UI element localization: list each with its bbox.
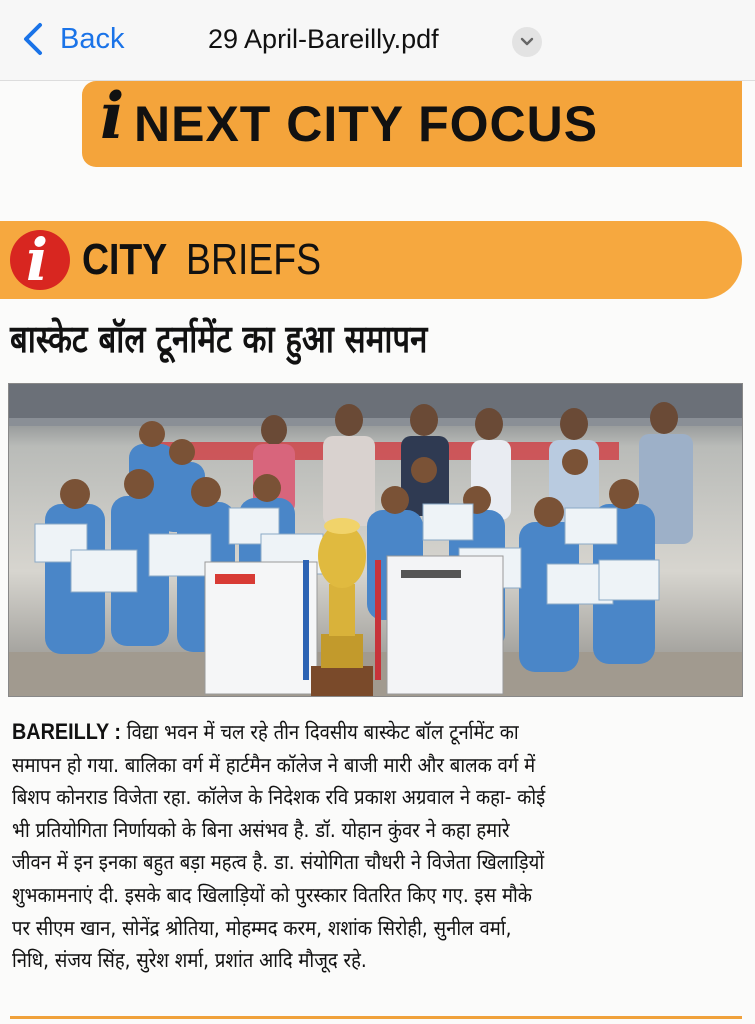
- masthead-title: NEXT CITY FOCUS: [134, 96, 599, 152]
- article-line: भी प्रतियोगिता निर्णायको के बिना असंभव है. डॉ. योहान कुंवर ने कहा हमारे: [12, 817, 510, 842]
- article-line: निधि, संजय सिंह, सुरेश शर्मा, प्रशांत आदि मौजूद रहे.: [12, 948, 367, 973]
- article-line: पर सीएम खान, सोनेंद्र श्रोतिया, मोहम्मद करम, शशांक सिरोही, सुनील वर्मा,: [12, 915, 512, 940]
- article-body: [12, 716, 750, 977]
- masthead-i-logo: i: [100, 79, 125, 154]
- team-trophy-photo: [9, 384, 742, 696]
- section-band: [0, 221, 742, 299]
- navigation-bar: [0, 0, 755, 81]
- article-line: समापन हो गया. बालिका वर्ग में हार्टमैन कॉलेज ने बाजी मारी और बालक वर्ग में: [12, 752, 536, 777]
- section-city: CITY: [82, 235, 168, 284]
- page-divider: [10, 1016, 742, 1019]
- article-line-text: विद्या भवन में चल रहे तीन दिवसीय बास्केट बॉल टूर्नामेंट का: [126, 720, 519, 744]
- document-title: 29 April-Bareilly.pdf: [208, 24, 439, 54]
- article-headline: बास्केट बॉल टूर्नामेंट का हुआ समापन: [10, 317, 428, 361]
- back-label: Back: [60, 22, 125, 55]
- article-line: [12, 716, 676, 749]
- article-line: बिशप कोनराड विजेता रहा. कॉलेज के निदेशक रवि प्रकाश अग्रवाल ने कहा- कोई: [12, 785, 546, 810]
- section-briefs: BRIEFS: [186, 235, 322, 284]
- article-photo: [8, 383, 743, 697]
- dateline: BAREILLY :: [12, 719, 121, 744]
- article-line: शुभकामनाएं दी. इसके बाद खिलाड़ियों को पुरस्कार वितरित किए गए. इस मौके: [12, 882, 532, 907]
- i-logo-letter: i: [26, 226, 49, 294]
- back-button[interactable]: [22, 22, 124, 56]
- chevron-left-icon: [22, 22, 44, 56]
- article-line: जीवन में इन इनका बहुत बड़ा महत्व है. डा. संयोगिता चौधरी ने विजेता खिलाड़ियों: [12, 850, 545, 875]
- document-menu-button[interactable]: [512, 27, 542, 57]
- i-logo: [10, 226, 70, 294]
- chevron-down-icon: [520, 37, 534, 47]
- masthead-band: [82, 81, 742, 167]
